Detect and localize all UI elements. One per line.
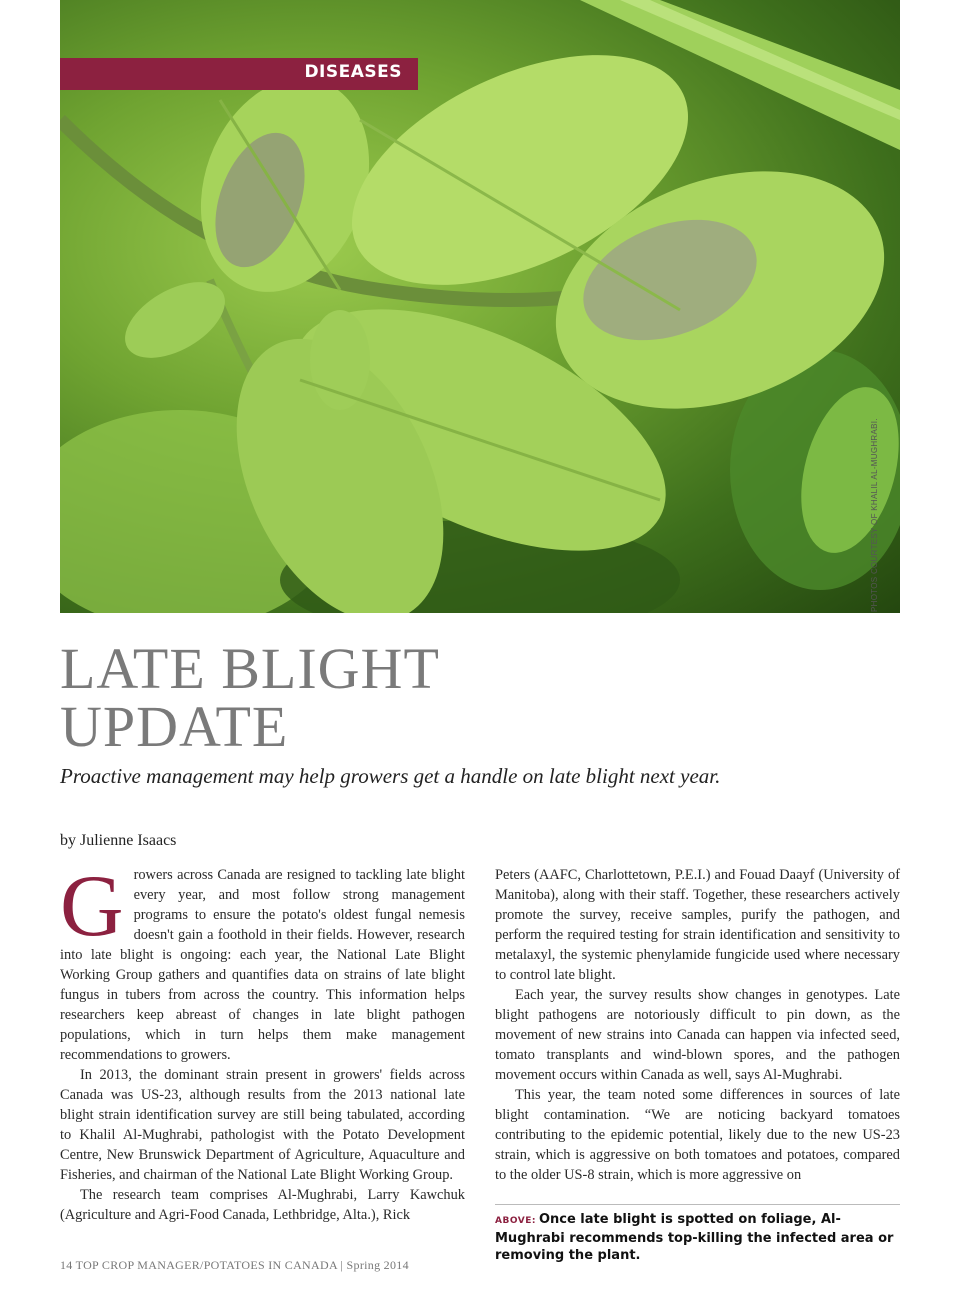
paragraph: Each year, the survey results show changes in genotypes. Late blight pathogens are notoriously difficult to pin down, as the movement of new strains into Canada can happen via infected seed, tomato transplants and wind-blown spores, and the pathogen movement occurs within Canada as well, says Al-Mughrabi. [495, 987, 900, 1083]
page-folio: 14 TOP CROP MANAGER/POTATOES IN CANADA | Spring 2014 [60, 1258, 409, 1272]
section-band [60, 58, 418, 90]
byline: by Julienne Isaacs [60, 832, 177, 849]
potato-leaves-illustration [60, 0, 900, 613]
caption-label: ABOVE: [495, 1216, 536, 1226]
paragraph: The research team comprises Al-Mughrabi, Larry Kawchuk (Agriculture and Agri-Food Canada, Lethbridge, Alta.), Rick [60, 1187, 465, 1223]
body-column-left [60, 858, 465, 1225]
paragraph [60, 858, 465, 1065]
paragraph: This year, the team noted some differences in sources of late blight contamination. “We are noticing backyard tomatoes contributing to the epidemic potential, likely due to the new US-23 strain, which is aggressive on both tomatoes and potatoes, compared to the older US-8 strain, which is more aggressive on [495, 1087, 900, 1183]
hero-photo [60, 0, 900, 613]
body-column-right [495, 865, 900, 1185]
paragraph: In 2013, the dominant strain present in growers' fields across Canada was US-23, although results from the 2013 national late blight strain identification survey are still being tabulated, according to Khalil Al-Mughrabi, pathologist with the Potato Development Centre, New Brunswick Department of Agriculture, Aquaculture and Fisheries, and chairman of the National Late Blight Working Group. [60, 1067, 465, 1183]
section-label: DISEASES [304, 62, 402, 82]
photo-caption [495, 1204, 900, 1264]
title-line-2: UPDATE [60, 694, 289, 759]
article-deck: Proactive management may help growers get a handle on late blight next year. [60, 764, 721, 788]
article-title [60, 636, 440, 759]
paragraph: Peters (AAFC, Charlottetown, P.E.I.) and Fouad Daayf (University of Manitoba), along with their staff. Together, these researchers actively promote the survey, receive samples, purify the pathogen, and perform the required testing for strain identification and sensitivity to metalaxyl, the systemic phenylamide fungicide used where necessary to control late blight. [495, 867, 900, 983]
photo-credit: PHOTOS COURTESY OF KHALIL AL-MUGHRABI. [870, 418, 879, 612]
drop-cap: G [60, 858, 124, 955]
caption-text: Once late blight is spotted on foliage, Al-Mughrabi recommends top-killing the infected area or removing the plant. [495, 1212, 894, 1263]
paragraph-text: rowers across Canada are resigned to tackling late blight every year, and most follow strong management programs to ensure the potato's oldest fungal nemesis doesn't gain a foothold in their fields. However, research into late blight is ongoing: each year, the National Late Blight Working Group gathers and quantifies data on strains of late blight fungus in tubers from across the country. This information helps researchers keep abreast of changes in late blight pathogen populations, which in turn helps them make management recommendations to growers. [60, 867, 465, 1063]
title-line-1: LATE BLIGHT [60, 636, 440, 701]
